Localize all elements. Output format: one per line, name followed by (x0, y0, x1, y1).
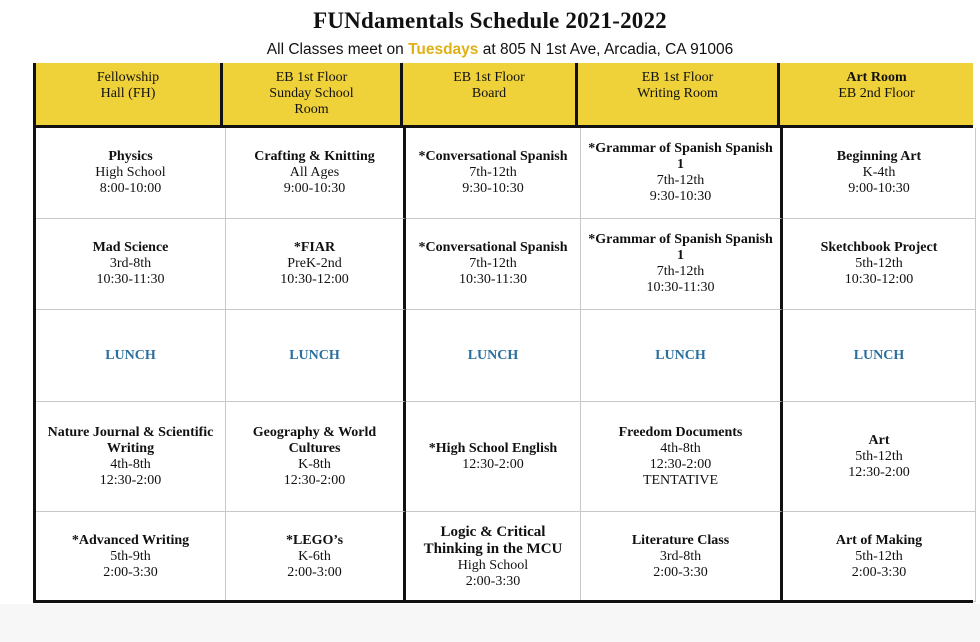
class-cell (581, 512, 783, 602)
room-line: EB 1st Floor (275, 70, 348, 85)
class-detail: 9:00-10:30 (283, 181, 346, 196)
room-line: Board (471, 86, 507, 101)
class-detail: 7th-12th (656, 173, 705, 188)
class-name: Freedom Documents (618, 424, 743, 440)
class-name: *Conversational Spanish (418, 149, 568, 164)
class-cell (226, 128, 406, 219)
room-line: EB 1st Floor (453, 70, 525, 85)
class-cell (783, 128, 976, 219)
class-detail: 7th-12th (656, 264, 705, 279)
class-detail: TENTATIVE (642, 472, 719, 488)
class-name: *Grammar of Spanish Spanish 1 (588, 141, 773, 172)
class-name: *LEGO’s (285, 532, 344, 548)
class-detail: 2:00-3:30 (465, 573, 521, 589)
class-detail: 10:30-12:00 (280, 272, 349, 287)
room-line: Hall (FH) (100, 86, 156, 101)
class-name: Beginning Art (836, 149, 922, 164)
class-detail: 12:30-2:00 (649, 456, 712, 472)
lunch-cell (406, 310, 581, 402)
room-header (403, 63, 578, 125)
class-detail: 8:00-10:00 (99, 181, 162, 196)
room-line: Art Room (846, 70, 907, 85)
lunch-label: LUNCH (289, 347, 340, 363)
class-detail: 5th-12th (855, 256, 903, 271)
class-name: Art of Making (835, 532, 923, 548)
class-detail: 9:00-10:30 (848, 181, 910, 196)
class-detail: 7th-12th (469, 165, 517, 180)
class-detail: 2:00-3:30 (103, 564, 158, 580)
class-detail: 2:00-3:00 (287, 564, 342, 580)
lunch-cell (36, 310, 226, 402)
class-name: Art (868, 432, 890, 448)
class-name: Logic & Critical Thinking in the MCU (423, 523, 563, 557)
class-name: *Advanced Writing (71, 532, 190, 548)
class-cell (406, 128, 581, 219)
class-detail: 3rd-8th (109, 256, 152, 271)
class-detail: K-8th (298, 456, 331, 472)
subtitle-address: at 805 N 1st Ave, Arcadia, CA 91006 (478, 41, 734, 58)
class-detail: High School (457, 557, 529, 573)
lunch-label: LUNCH (467, 347, 519, 363)
class-detail: 9:30-10:30 (462, 181, 524, 196)
class-cell (226, 402, 406, 512)
class-detail: 12:30-2:00 (283, 472, 346, 488)
class-name: *High School English (428, 440, 558, 456)
room-header-row (33, 63, 973, 128)
class-detail: 10:30-12:00 (844, 272, 914, 287)
class-cell (581, 402, 783, 512)
class-name: *Conversational Spanish (418, 240, 568, 255)
class-detail: 12:30-2:00 (848, 464, 910, 480)
class-cell (36, 219, 226, 310)
class-cell (406, 402, 581, 512)
class-cell (36, 402, 226, 512)
class-detail: 10:30-11:30 (459, 272, 527, 287)
room-line: Room (294, 102, 329, 117)
class-detail: 10:30-11:30 (96, 272, 165, 287)
class-detail: PreK-2nd (287, 256, 342, 271)
class-name: Mad Science (92, 240, 169, 255)
table-bottom-border (33, 600, 973, 603)
class-detail: 3rd-8th (659, 548, 702, 564)
room-line: EB 1st Floor (641, 70, 714, 85)
class-cell (783, 512, 976, 602)
class-cell (226, 219, 406, 310)
class-detail: 4th-8th (660, 440, 701, 456)
class-detail: 2:00-3:30 (851, 564, 907, 580)
class-detail: 7th-12th (469, 256, 517, 271)
class-detail: High School (95, 165, 166, 180)
class-detail: 2:00-3:30 (653, 564, 708, 580)
class-detail: 10:30-11:30 (646, 280, 715, 295)
class-name: *FIAR (293, 240, 336, 255)
class-cell (226, 512, 406, 602)
class-name: Crafting & Knitting (254, 149, 375, 164)
class-detail: 5th-12th (855, 548, 903, 564)
class-detail: 12:30-2:00 (99, 472, 162, 488)
lunch-label: LUNCH (105, 347, 156, 363)
class-detail: 9:30-10:30 (649, 189, 712, 204)
class-cell (36, 128, 226, 219)
class-cell (406, 219, 581, 310)
room-header (223, 63, 403, 125)
room-header (780, 63, 973, 125)
subtitle-prefix: All Classes meet on (266, 41, 409, 58)
schedule-grid (33, 128, 973, 602)
class-detail: All Ages (289, 165, 340, 180)
page-title: FUNdamentals Schedule 2021-2022 (313, 8, 667, 33)
class-name: Physics (108, 149, 153, 164)
class-cell (406, 512, 581, 602)
lunch-cell (226, 310, 406, 402)
room-line: EB 2nd Floor (838, 86, 915, 101)
subtitle (0, 41, 980, 59)
class-cell (581, 128, 783, 219)
class-cell (783, 219, 976, 310)
lunch-cell (581, 310, 783, 402)
class-detail: K-4th (862, 165, 896, 180)
class-detail: 12:30-2:00 (462, 456, 524, 472)
class-cell (36, 512, 226, 602)
room-header (33, 63, 223, 125)
class-name: Geography & World Cultures (252, 424, 377, 456)
class-detail: K-6th (298, 548, 331, 564)
room-line: Fellowship (96, 70, 160, 85)
room-line: Writing Room (637, 86, 718, 101)
class-name: *Grammar of Spanish Spanish 1 (588, 232, 773, 263)
room-header (578, 63, 780, 125)
class-cell (783, 402, 976, 512)
meeting-day: Tuesdays (408, 41, 479, 58)
class-name: Literature Class (631, 532, 730, 548)
lunch-label: LUNCH (853, 347, 905, 363)
lunch-cell (783, 310, 976, 402)
class-cell (581, 219, 783, 310)
class-detail: 4th-8th (110, 456, 151, 472)
class-detail: 5th-9th (110, 548, 151, 564)
footer-band (0, 604, 980, 642)
room-line: Sunday School (269, 86, 354, 101)
lunch-label: LUNCH (655, 347, 706, 363)
class-name: Nature Journal & Scientific Writing (47, 424, 214, 456)
class-name: Sketchbook Project (820, 240, 938, 255)
class-detail: 5th-12th (855, 448, 903, 464)
